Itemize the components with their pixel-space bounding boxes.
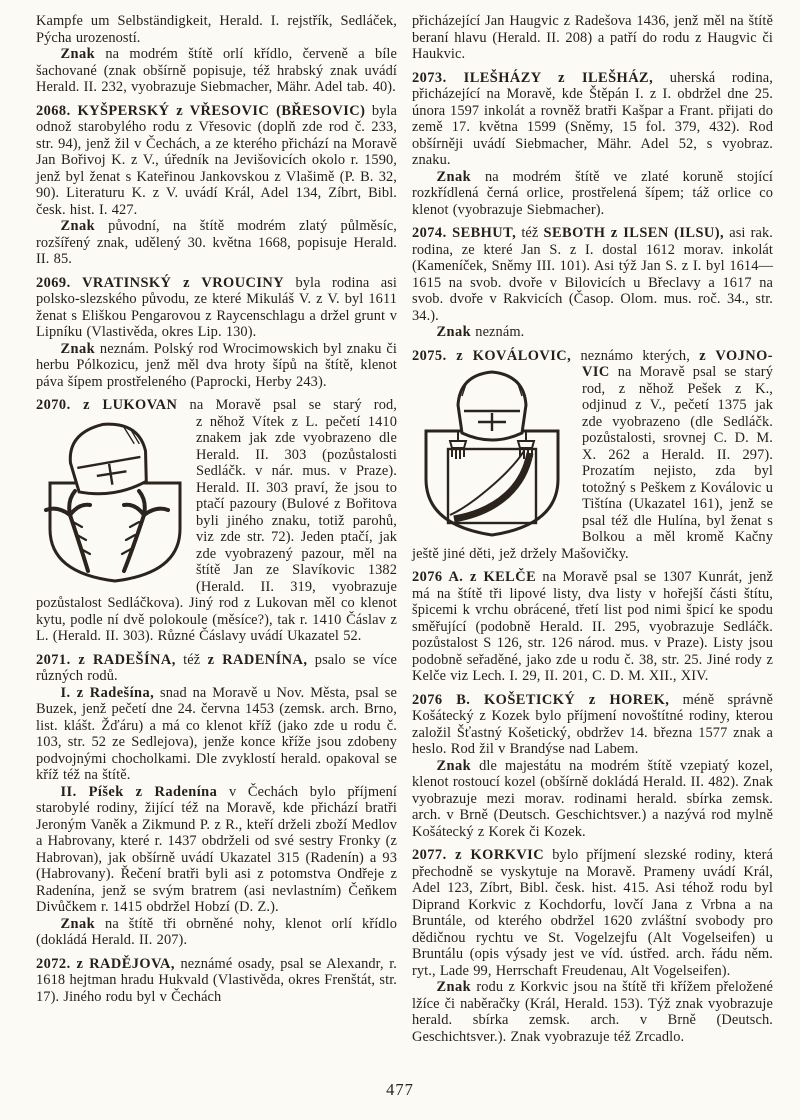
text-run: neznám. Polský rod Wrocimowskich byl znaku či herbu Pólkozicu, jenž měl dva hroty šípů na štítě, klenot páva šípem prostřeleného (Paprocki, Herby 243). bbox=[36, 340, 397, 390]
text-run: snad na Moravě u Nov. Města, psal se Buzek, jenž pečetí dne 24. června 1453 (zemsk. arch. Brno, list. klášt. Žďáru) a má co klenot kříž (jako zde u rodu č. 103, str. 52 ze Sedlejova), jenže konce kříže jsou zdobeny podvojnými chocholkami. Dle zvyklostí herald. opakoval se kříž též na štítě. bbox=[36, 684, 397, 783]
bold-text-run: I. z Radešína, bbox=[60, 684, 155, 701]
lukovan-coat-of-arms-drawing bbox=[36, 417, 186, 585]
bold-text-run: Znak bbox=[436, 757, 472, 774]
bold-text-run: Znak bbox=[436, 168, 472, 185]
text-run: rodu z Korkvic jsou na štítě tři křížem přeložené lžíce či naběračky (Král, Herald. 153). Týž znak vyobrazuje herald. sbírka zemsk. arch. v Brně (Deutsch. Geschichtsver.). Znak vyobrazuje též Zrcadlo. bbox=[412, 979, 773, 1045]
sub-para-pisek bbox=[36, 784, 397, 916]
bold-text-run: 2072. z RADĚJOVA, bbox=[36, 955, 175, 972]
text-run: původní, na štítě modrém zlatý půlměsíc, rozšířený znak, udělený 30. května 1668, popisuje Herald. II. 85. bbox=[36, 218, 397, 267]
bold-text-run: 2073. ILEŠHÁZY z ILEŠHÁZ, bbox=[412, 69, 654, 86]
text-run: na štítě tři obrněné nohy, klenot orlí křídlo (dokládá Herald. II. 207). bbox=[36, 915, 397, 948]
para-continuation-2072 bbox=[412, 13, 773, 63]
text-run: na modrém štítě orlí křídlo, červeně a bíle šachované (znak obšírně popisuje, též hrabský znak uvádí Herald. II. 232, vyobrazuje Siebmacher, Mähr. Adel tab. 40). bbox=[36, 46, 397, 95]
text-run: dle majestátu na modrém štítě vzepiatý kozel, klenot rostoucí kozel (obšírně dokládá Herald. II. 482). Znak vyobrazuje mezi morav. rodinami herald. sbírka zemsk. arch. v Brně (Deutsch. Geschichtsver.) a nazývá rod mylně Košátecký z Korek či Kozek. bbox=[412, 757, 773, 840]
text-run: v Čechách bylo příjmení starobylé rodiny, žijící též na Moravě, kde přichází bratři Jeroným Vaněk a Zikmund P. z R., kteří drželi zboží Medlov a Habrovany, které r. 1437 obdrželi od své sestry Fronky (z Habrovan), jak obšírně uvádí Ukazatel 315 (Radenín) a 93 (Habrovany). Řečení bratři byli asi z potomstva Ondřeje z Radenína, jenž se svým bratrem (asi nevlastním) Čeňkem Divůčkem r. 1415 obdržel Hobzí (D. Z.). bbox=[36, 783, 398, 915]
text-run: asi rak. rodina, ze které Jan S. z I. dostal 1612 morav. inkolát (Kameníček, Sněmy III. 101). Asi týž Jan S. z I. byl 1614—1615 na svob. dvoře v Bilovicích u Břeclavy a 1617 na svob. dvoře v Rakvicích (Časop. Olom. mus. roč. 34., str. 34.). bbox=[412, 225, 773, 324]
entry-2069 bbox=[36, 275, 397, 341]
bold-text-run: z RADENÍNA, bbox=[207, 651, 308, 668]
text-run: uherská rodina, přicházející na Moravě, kde Štěpán I. z I. obdržel dne 25. února 1597 inkolát a rovněž bratři Kašpar a Frant. přijati do země 17. května 1599 (Sněmy, 15 fol. 379, 432). Rod obšírněji uvádí Siebmacher, Mähr. Adel 52, s vyobraz. znaku. bbox=[412, 69, 773, 168]
text-run: Kampfe um Selbständigkeit, Herald. I. rejstřík, Sedláček, Pýcha urozeností. bbox=[36, 13, 397, 46]
text-run: méně správně Košátecký z Kozek bylo příjmení novoštítné rodiny, kterou založil Šťastný Košetický, obdržev 14. března 1577 znak a heslo. Rod žil v Brandýse nad Labem. bbox=[412, 691, 773, 757]
text-run: psalo se více různých rodů. bbox=[36, 651, 398, 684]
bold-text-run: II. Píšek z Radenína bbox=[60, 783, 218, 800]
bold-text-run: 2070. z LUKOVAN bbox=[36, 397, 178, 413]
bold-text-run: 2075. z KOVÁLOVIC, bbox=[412, 347, 572, 364]
kovalovic-coat-of-arms-drawing bbox=[412, 367, 572, 539]
great-helm-icon bbox=[65, 418, 151, 498]
entry-2070-heading-line bbox=[36, 397, 397, 414]
entry-2072 bbox=[36, 956, 397, 1006]
text-run: na Moravě psal se starý rod, z něhož Pešek z K., odjinud z V., pečetí 1375 jak zde vyobrazeno (dle Sedláčk. pozůstalosti, srovnej C. D. M. X. 262 a Herald. II. 297). Prozatím nejisto, zda byl totožný s Peškem z Koválovic u Tištína (Ukazatel 161), jenž se psal též dle Hulína, byl ženat s Bolkou a měl kromě Kačny ještě jiné děti, jež držely Mašovičky. bbox=[412, 364, 773, 562]
znak-para-2074 bbox=[412, 324, 773, 341]
entry-2070 bbox=[36, 397, 397, 645]
sub-para-radesina bbox=[36, 685, 397, 784]
text-run: též bbox=[516, 225, 544, 241]
text-run: byla rodina asi polsko-slezského původu, ze které Mikuláš V. z V. byl 1611 ženat s Eliškou Pengarovou z Raycenschlagu a držel grunt v Lipníku (Vlastivěda, okres Lip. 130). bbox=[36, 274, 397, 340]
lukovan-coat-of-arms bbox=[36, 417, 186, 585]
text-run: z něhož Vítek z L. pečetí 1410 znakem jak zde vyobrazeno dle Herald. II. 303 (pozůstalosti Sedláčk. v nár. mus. v Praze). Herald. II. 303 praví, že jsou to ptačí pazoury (Bulové z Bořitova byli jiného znaku, totiž parohů, viz zde str. 72). Jeden ptačí, jak zde vyobrazený pazour, měl na štítě Jan ze Slavíkovic 1382 (Herald. II. 319, vyobrazuje pozůstalost Sedláčkova). Jiný rod z Lukovan měl co klenot kytu, podle ní dvě polokoule (měsíce?), tak r. 1410 Čáslav z L. (Herald. II. 303). Různé Čáslavy uvádí Ukazatel 52. bbox=[36, 413, 397, 644]
bold-text-run: Znak bbox=[60, 340, 96, 357]
text-run: na Moravě psal se 1307 Kunrát, jenž má na štítě tři lipové listy, dva listy v hořejší části štítu, špicemi k vrchu obrácené, třetí list pod nimi špicí ke spodu směřující (podobně Herald. II. 295, vyobrazuje Sedláčk. pozůstalost S 126, str. 126 národ. mus. v Praze). Listy jsou podobně seřaděné, jako zde u rodu č. 38, str. 25. Jiné rody z Kelče viz Lech. I. 29, II. 201, C. D. M. XII., XIV. bbox=[412, 569, 773, 684]
bold-text-run: SEBOTH z ILSEN (ILSU), bbox=[543, 225, 725, 241]
text-run: na modrém štítě ve zlaté koruně stojící rozkřídlená černá orlice, prostřelená šípem; táž orlice co klenot (vyobrazuje Siebmacher). bbox=[412, 168, 773, 218]
text-run: neznámo kterých, bbox=[571, 347, 700, 364]
entry-2077 bbox=[412, 847, 773, 979]
entry-2071 bbox=[36, 652, 397, 685]
left-column bbox=[36, 13, 397, 1045]
great-helm-icon bbox=[458, 372, 526, 440]
znak-para-2067 bbox=[36, 46, 397, 96]
text-run: byla odnož starobylého rodu z Vřesovic (doplň zde rod č. 233, str. 94), jenž žil v Čechách, a ze kterého přichází na Moravě Jan Bořivoj K. z V., úředník na Jevišovicích okolo r. 1590, jenž byl ženat s Kateřinou Jankovskou z Vlašimě (P. B. 32, 90). Literaturu K. z V. uvádí Král, Adel 134, Zíbrt, Bibl. česk. hist. I. 427. bbox=[36, 102, 397, 218]
right-column bbox=[412, 13, 773, 1045]
znak-para-2077 bbox=[412, 979, 773, 1045]
znak-para-2068 bbox=[36, 218, 397, 268]
entry-2070-body bbox=[36, 414, 397, 645]
bold-text-run: 2076 B. KOŠETICKÝ z HOREK, bbox=[412, 691, 670, 708]
bold-text-run: 2074. SEBHUT, bbox=[412, 225, 517, 241]
entry-2073 bbox=[412, 70, 773, 169]
bold-text-run: Znak bbox=[60, 915, 96, 932]
bold-text-run: VIC bbox=[582, 364, 610, 380]
text-run: bylo příjmení slezské rodiny, která přechodně se vyskytuje na Moravě. Prameny uvádí Král, Adel 123, Zíbrt, Bibl. česk. hist. 415. Asi téhož rodu byl Diprand Korkvic z Kochdorfu, lovčí Jana z Vrbna a na Bruntále, od kterého obdržel 1620 zvláštní svobody pro dědičnou rychtu ve St. Vogelzejfu (Alt Vogelseifen) u Bruntálu (opis výsady jest ve víd. ústřed. arch. řádu něm. ryt., Lade 99, Herrschaft Freudenau, Alt Vogelseifen). bbox=[412, 847, 773, 979]
two-column-text-area bbox=[36, 13, 774, 1045]
znak-para-2071 bbox=[36, 916, 397, 949]
bold-text-run: Znak bbox=[60, 46, 96, 62]
bold-text-run: Znak bbox=[436, 324, 472, 340]
shield-icon bbox=[426, 431, 558, 535]
entry-2076a bbox=[412, 569, 773, 685]
znak-para-2073 bbox=[412, 169, 773, 219]
bold-text-run: Znak bbox=[60, 218, 96, 234]
bold-text-run: z VOJNO- bbox=[699, 347, 773, 364]
entry-2075-body bbox=[412, 364, 773, 562]
kovalovic-coat-of-arms bbox=[412, 367, 572, 539]
text-run: neznám. bbox=[471, 324, 525, 340]
bold-text-run: 2069. VRATINSKÝ z VROUCINY bbox=[36, 274, 285, 291]
bold-text-run: 2076 A. z KELČE bbox=[412, 569, 537, 585]
znak-para-2069 bbox=[36, 341, 397, 391]
text-run: neznámé osady, psal se Alexandr, r. 1618 hejtman hradu Hukvald (Vlastivěda, okres Frenštát, str. 17). Jiného rodu byl v Čechách bbox=[36, 955, 397, 1005]
entry-2074 bbox=[412, 225, 773, 324]
entry-2075-heading-line bbox=[412, 348, 773, 365]
bold-text-run: 2071. z RADEŠÍNA, bbox=[36, 651, 176, 668]
entry-2076b bbox=[412, 692, 773, 758]
text-run: též bbox=[175, 651, 208, 668]
para-continuation-top bbox=[36, 13, 397, 46]
text-run: na Moravě psal se starý rod, bbox=[177, 397, 397, 413]
text-run: přicházející Jan Haugvic z Radešova 1436, jenž měl na štítě beraní hlavu (Herald. II. 208) a patří do rodu z Haugvic či Haukvic. bbox=[412, 13, 773, 62]
bold-text-run: 2068. KYŠPERSKÝ z VŘESOVIC (BŘESOVIC) bbox=[36, 102, 366, 119]
entry-2068 bbox=[36, 103, 397, 219]
page-number: 477 bbox=[386, 1080, 414, 1099]
bold-text-run: Znak bbox=[436, 979, 472, 995]
bold-text-run: 2077. z KORKVIC bbox=[412, 847, 545, 863]
znak-para-2076b bbox=[412, 758, 773, 841]
entry-2075 bbox=[412, 348, 773, 563]
